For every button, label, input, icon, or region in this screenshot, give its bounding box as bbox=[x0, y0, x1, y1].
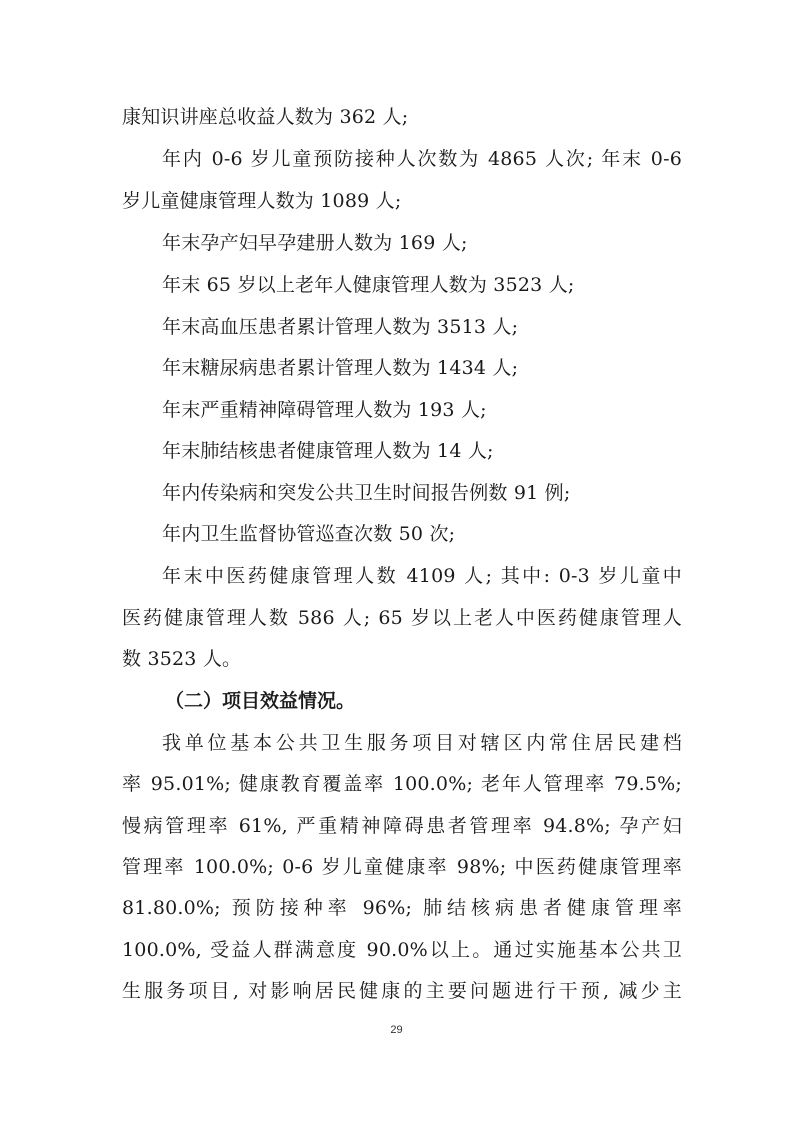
text-line: 康知识讲座总收益人数为 362 人; bbox=[122, 106, 409, 128]
text-line: 年内 0-6 岁儿童预防接种人次数为 4865 人次; 年末 0-6 bbox=[162, 148, 682, 170]
text-line: 年末孕产妇早孕建册人数为 169 人; bbox=[162, 232, 468, 254]
text-line: 年末肺结核患者健康管理人数为 14 人; bbox=[162, 440, 494, 462]
paragraph-line: 我单位基本公共卫生服务项目对辖区内常住居民建档 bbox=[162, 732, 682, 754]
paragraph-line: 慢病管理率 61%, 严重精神障碍患者管理率 94.8%; 孕产妇 bbox=[122, 815, 682, 837]
text-line: 年内传染病和突发公共卫生时间报告例数 91 例; bbox=[162, 482, 571, 504]
paragraph-line: 81.80.0%; 预防接种率 96%; 肺结核病患者健康管理率 bbox=[122, 897, 682, 919]
text-line: 岁儿童健康管理人数为 1089 人; bbox=[122, 190, 402, 212]
paragraph-line: 生服务项目, 对影响居民健康的主要问题进行干预, 减少主 bbox=[122, 980, 682, 1002]
text-line: 年末中医药健康管理人数 4109 人; 其中: 0-3 岁儿童中 bbox=[162, 565, 682, 587]
text-line: 年末糖尿病患者累计管理人数为 1434 人; bbox=[162, 357, 519, 379]
text-line: 医药健康管理人数 586 人; 65 岁以上老人中医药健康管理人 bbox=[122, 607, 682, 629]
paragraph-line: 管理率 100.0%; 0-6 岁儿童健康率 98%; 中医药健康管理率 bbox=[122, 856, 682, 878]
page-number: 29 bbox=[390, 1024, 403, 1036]
text-line: 年末 65 岁以上老年人健康管理人数为 3523 人; bbox=[162, 274, 575, 296]
text-line: 数 3523 人。 bbox=[122, 648, 242, 670]
paragraph-line: 率 95.01%; 健康教育覆盖率 100.0%; 老年人管理率 79.5%; bbox=[122, 773, 682, 795]
text-line: 年末严重精神障碍管理人数为 193 人; bbox=[162, 399, 487, 421]
text-line: 年内卫生监督协管巡查次数 50 次; bbox=[162, 523, 456, 545]
section-heading: （二）项目效益情况。 bbox=[165, 690, 356, 712]
text-line: 年末高血压患者累计管理人数为 3513 人; bbox=[162, 316, 519, 338]
paragraph-line: 100.0%, 受益人群满意度 90.0%以上。通过实施基本公共卫 bbox=[122, 939, 682, 961]
